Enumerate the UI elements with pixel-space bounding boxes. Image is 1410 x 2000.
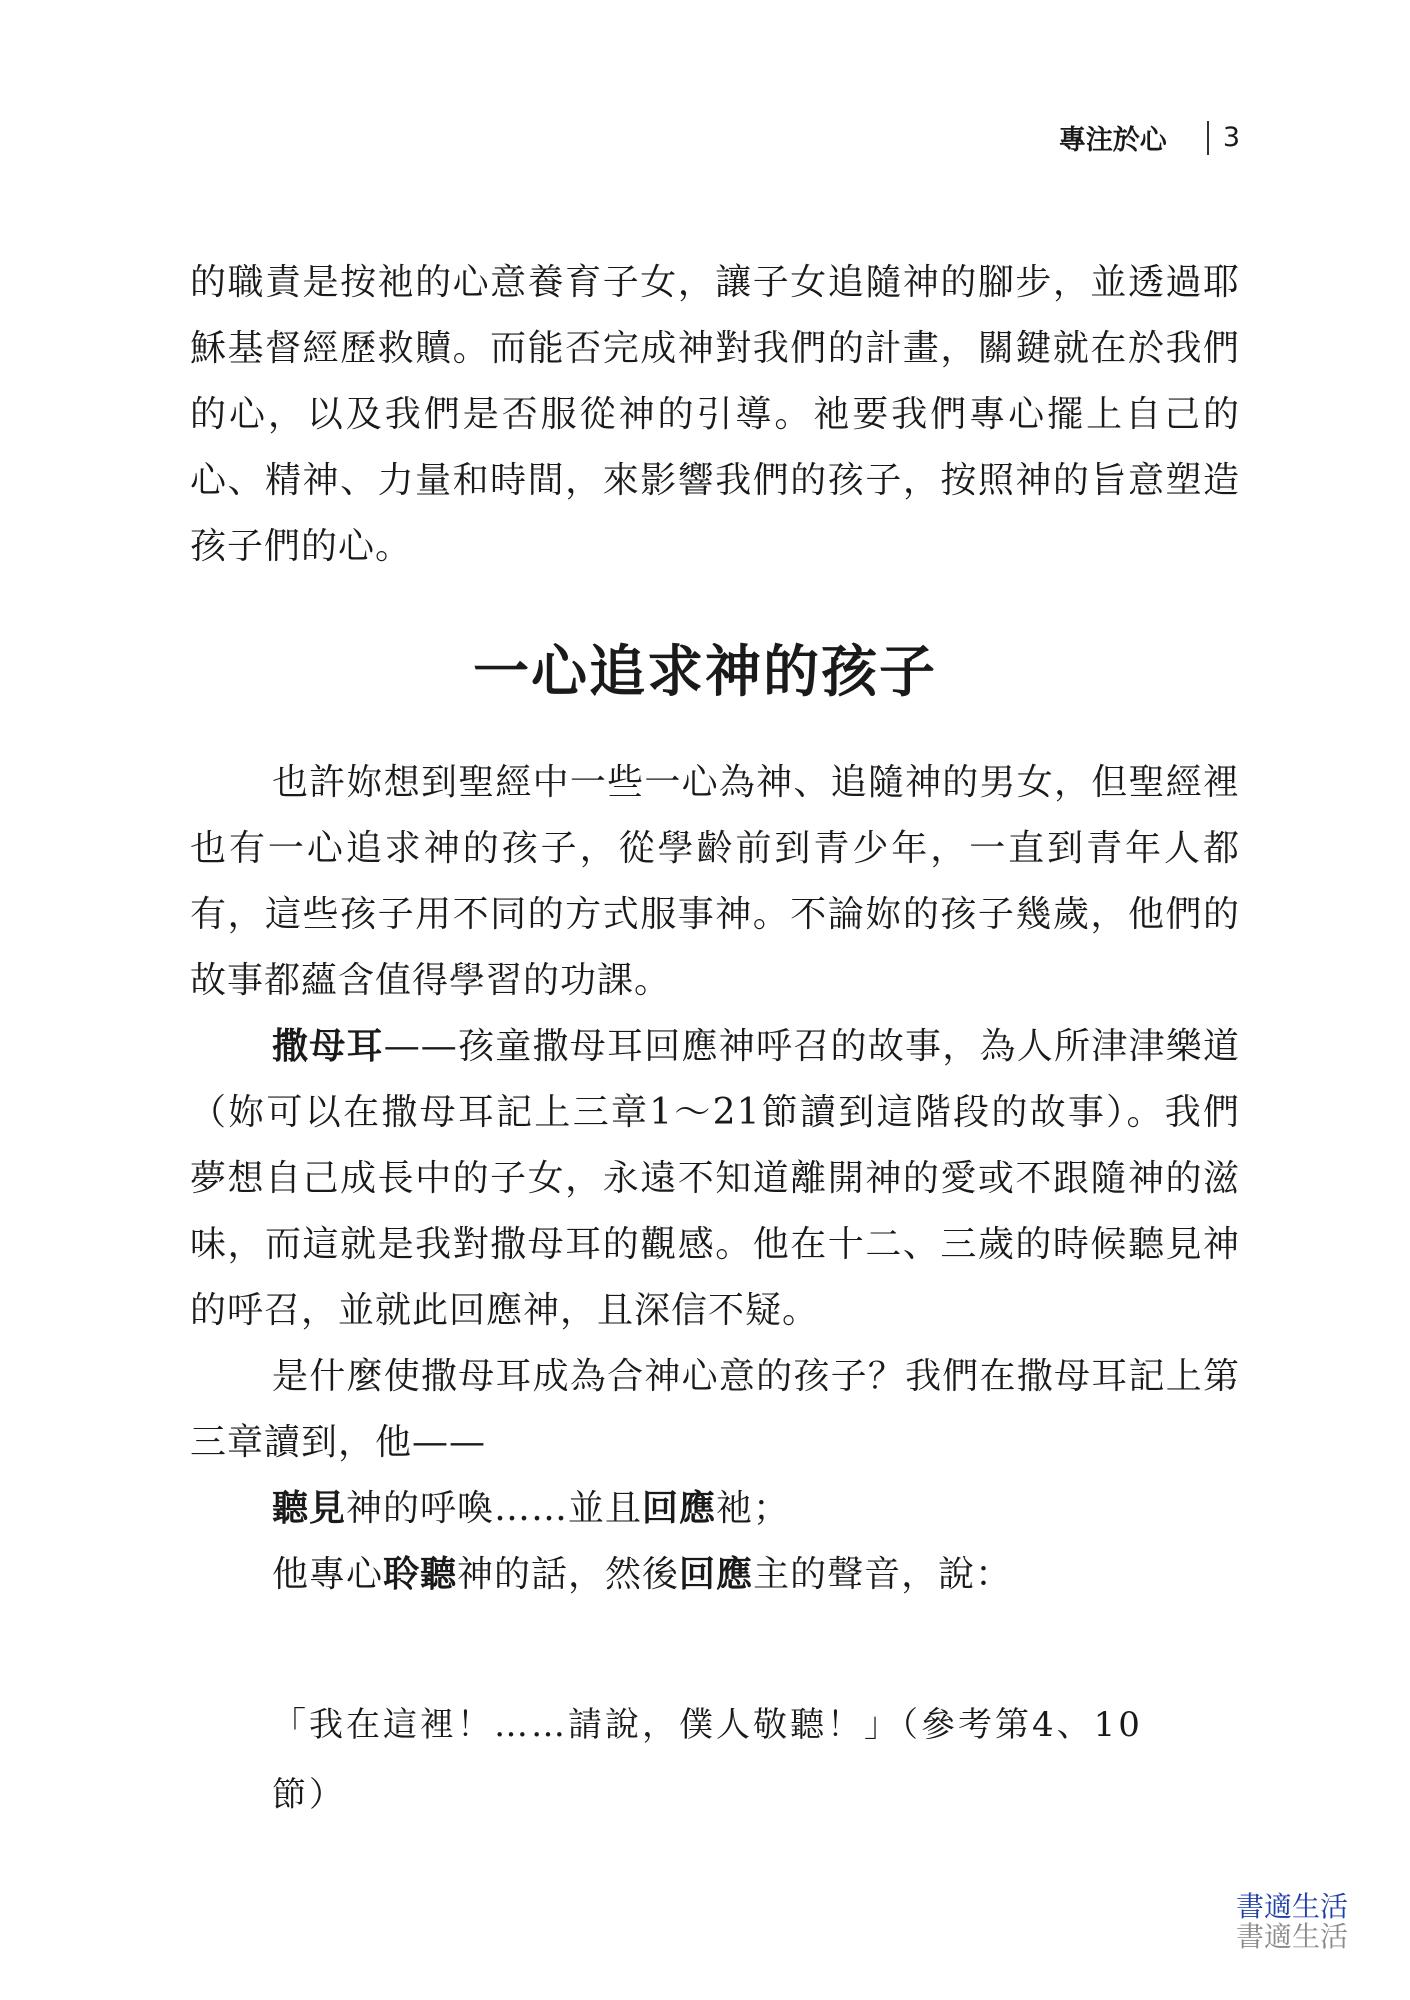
section-heading: 一心追求神的孩子 bbox=[473, 640, 937, 705]
emph-listen: 聆聽 bbox=[383, 1554, 458, 1595]
emph-hear: 聽見 bbox=[272, 1488, 347, 1529]
section-paragraph-1: 也許妳想到聖經中一些一心為神、追隨神的男女，但聖經裡也有一心追求神的孩子，從學齡前到青少年，一直到青年人都有，這些孩子用不同的方式服事神。不論妳的孩子幾歲，他們的故事都蘊含值得學習的功課。 bbox=[190, 762, 1240, 1001]
section-line-2 bbox=[190, 1542, 1240, 1608]
header-divider bbox=[1207, 121, 1209, 155]
line1-text1: 神的呼喚……並且 bbox=[346, 1488, 643, 1529]
section-paragraph-2 bbox=[190, 1014, 1240, 1344]
section-text-block bbox=[190, 750, 1240, 1608]
emph-respond-1: 回應 bbox=[642, 1488, 717, 1529]
intro-paragraph: 的職責是按祂的心意養育子女，讓子女追隨神的腳步，並透過耶穌基督經歷救贖。而能否完成神對我們的計畫，關鍵就在於我們的心，以及我們是否服從神的引導。祂要我們專心擺上自己的心、精神、力量和時間，來影響我們的孩子，按照神的旨意塑造孩子們的心。 bbox=[190, 262, 1240, 567]
watermark-line-2: 書適生活 bbox=[1235, 1920, 1348, 1953]
page-number: 3 bbox=[1222, 122, 1240, 153]
intro-text-block bbox=[190, 250, 1240, 580]
publisher-watermark bbox=[1236, 1892, 1348, 1952]
section-paragraph-3: 是什麼使撒母耳成為合神心意的孩子？我們在撒母耳記上第三章讀到，他—— bbox=[190, 1356, 1240, 1463]
samuel-lead: 撒母耳 bbox=[272, 1026, 384, 1067]
line2-text1: 他專心 bbox=[272, 1554, 384, 1595]
section-line-1 bbox=[190, 1476, 1240, 1542]
line1-text2: 祂； bbox=[716, 1488, 791, 1529]
line2-text3: 主的聲音，說： bbox=[753, 1554, 1013, 1595]
chapter-title: 專注於心 bbox=[1058, 125, 1167, 156]
running-header bbox=[1059, 118, 1240, 157]
scripture-quote: 「我在這裡！……請說，僕人敬聽！」（參考第4、10節） bbox=[272, 1705, 1143, 1815]
line2-text2: 神的話，然後 bbox=[457, 1554, 680, 1595]
samuel-paragraph-text: ——孩童撒母耳回應神呼召的故事，為人所津津樂道（妳可以在撒母耳記上三章1～21節讀到這階段的故事）。我們夢想自己成長中的子女，永遠不知道離開神的愛或不跟隨神的滋味，而這就是我對撒母耳的觀感。他在十二、三歲的時候聽見神的呼召，並就此回應神，且深信不疑。 bbox=[190, 1026, 1240, 1331]
watermark-line-1: 書適生活 bbox=[1235, 1890, 1348, 1923]
emph-respond-2: 回應 bbox=[679, 1554, 754, 1595]
